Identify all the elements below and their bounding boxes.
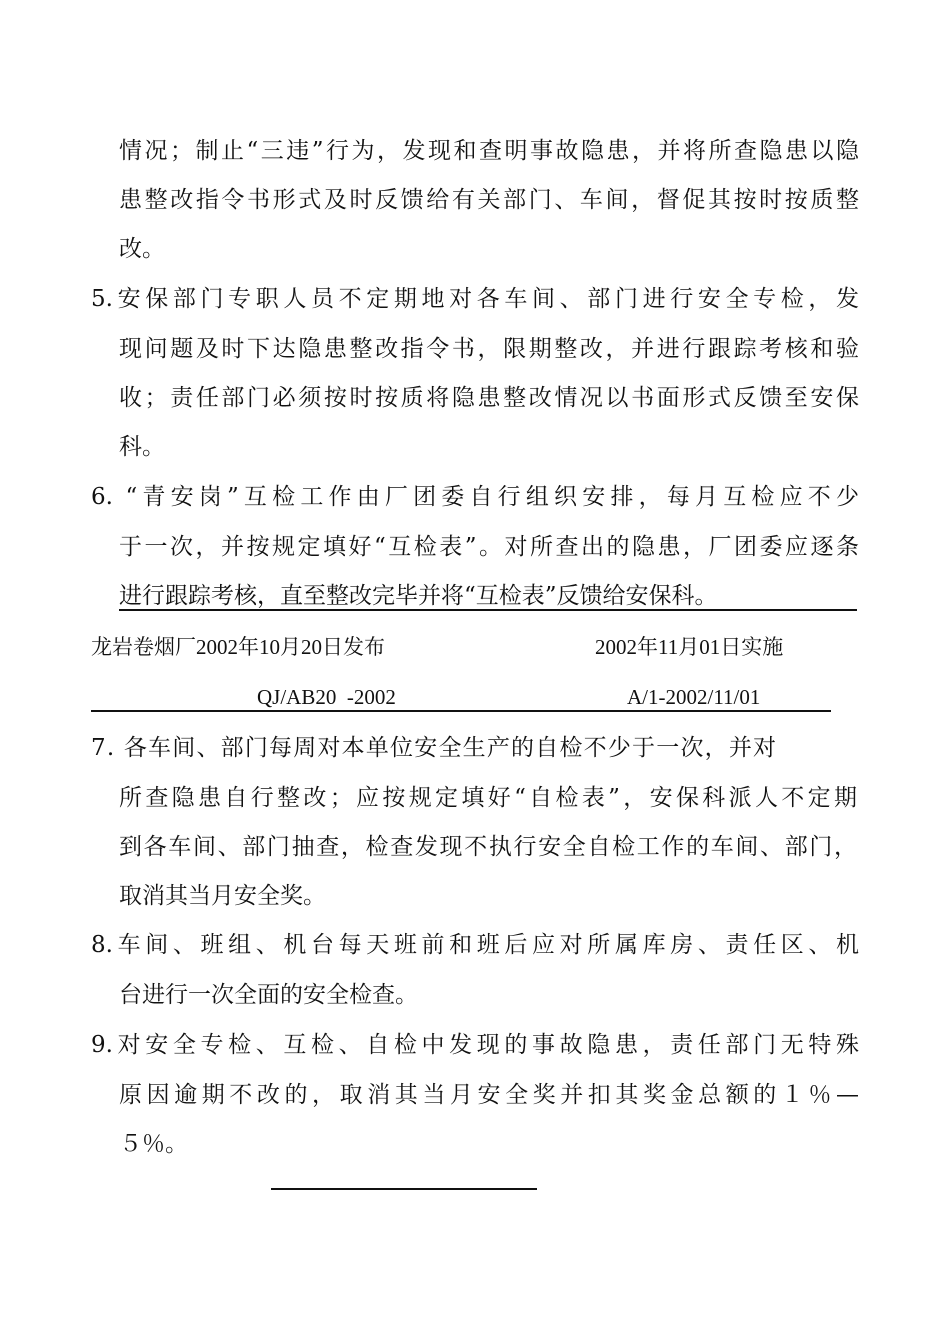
item8-line-2: 台进行一次全面的安全检查。 <box>119 982 418 1008</box>
footer-rule <box>91 710 831 712</box>
item9-line-3: ５％。 <box>119 1131 188 1157</box>
item4-line-1: 情况；制止“三违”行为，发现和查明事故隐患，并将所查隐患以隐 <box>119 138 859 164</box>
item7-line-3: 到各车间、部门抽查，检查发现不执行安全自检工作的车间、部门， <box>119 834 857 860</box>
item5-line-4: 科。 <box>119 434 165 460</box>
document-code: QJ/AB20 -2002 <box>257 685 396 709</box>
item5-line-2: 现问题及时下达隐患整改指令书，限期整改，并进行跟踪考核和验 <box>119 336 859 362</box>
item6-underline <box>119 609 857 611</box>
item4-line-2: 患整改指令书形式及时反馈给有关部门、车间，督促其按时按质整 <box>119 187 859 213</box>
publisher-text: 龙岩卷烟厂2002年10月20日发布 <box>91 635 385 659</box>
item6-line-2: 于一次，并按规定填好“互检表”。对所查出的隐患，厂团委应逐条 <box>119 534 859 560</box>
effective-date-text: 2002年11月01日实施 <box>595 635 784 659</box>
item5-line-1: 5.安保部门专职人员不定期地对各车间、部门进行安全专检，发 <box>91 286 859 312</box>
item6-line-3: 进行跟踪考核，直至整改完毕并将“互检表”反馈给安保科。 <box>119 583 718 609</box>
item4-line-3: 改。 <box>119 236 165 262</box>
version-text: A/1-2002/11/01 <box>627 685 761 709</box>
item7-line-2: 所查隐患自行整改；应按规定填好“自检表”，安保科派人不定期 <box>119 785 857 811</box>
item9-line-2: 原因逾期不改的，取消其当月安全奖并扣其奖金总额的１％— <box>119 1082 859 1108</box>
item8-line-1: 8.车间、班组、机台每天班前和班后应对所属库房、责任区、机 <box>91 932 859 958</box>
item5-line-3: 收；责任部门必须按时按质将隐患整改情况以书面形式反馈至安保 <box>119 385 859 411</box>
item9-line-1: 9.对安全专检、互检、自检中发现的事故隐患，责任部门无特殊 <box>91 1032 859 1058</box>
item7-line-4: 取消其当月安全奖。 <box>119 883 326 909</box>
end-rule <box>271 1188 537 1190</box>
item6-line-1: 6. “青安岗”互检工作由厂团委自行组织安排，每月互检应不少 <box>91 484 859 510</box>
item7-line-1: 7. 各车间、部门每周对本单位安全生产的自检不少于一次，并对 <box>91 735 778 761</box>
